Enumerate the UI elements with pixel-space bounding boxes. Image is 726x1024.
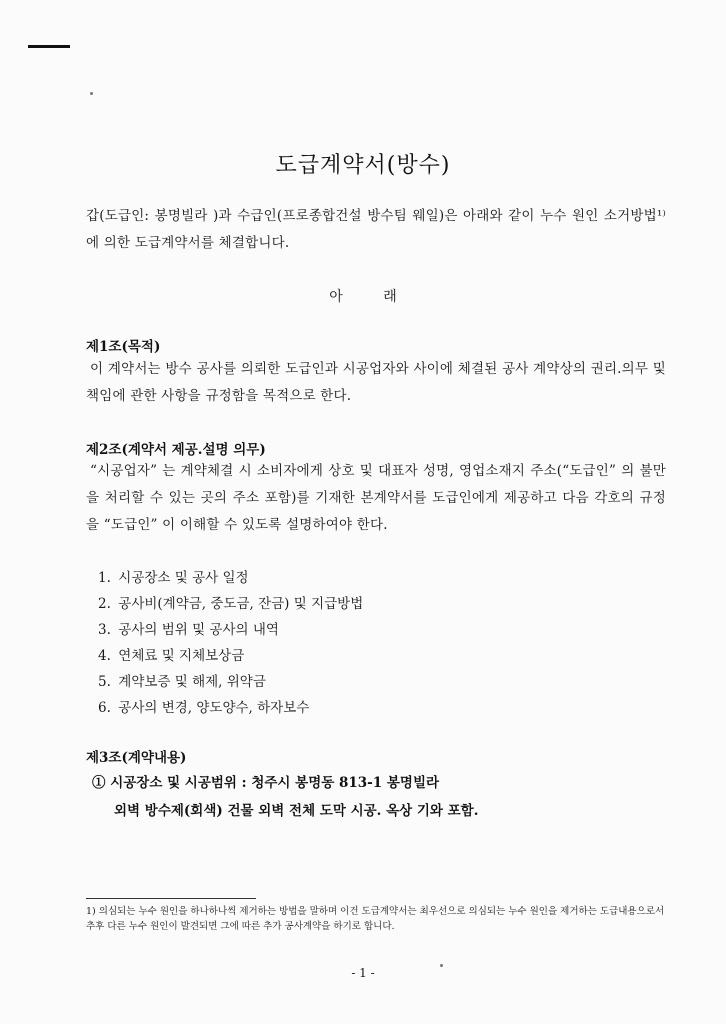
article-3-line-1: ① 시공장소 및 시공범위 : 청주시 봉명동 813-1 봉명빌라: [92, 775, 440, 791]
article-3-line-2: 외벽 방수제(회색) 건물 외벽 전체 도막 시공. 옥상 기와 포함.: [114, 803, 479, 819]
intro-paragraph: 갑(도급인: 봉명빌라 )과 수급인(프로종합건설 방수팀 웨일)은 아래와 같이 누수 원인 소거방법¹⁾에 의한 도급계약서를 체결합니다.: [86, 208, 666, 251]
document-title: 도급계약서(방수): [275, 153, 451, 178]
footnote: 1) 의심되는 누수 원인을 하나하나씩 제거하는 방법을 말하며 이건 도급계약서는 최우선으로 의심되는 누수 원인을 제거하는 도급내용으로서 추후 다른 누수 원인이 발견되면 그에 따른 추가 공사계약을 하기로 합니다.: [86, 906, 665, 932]
center-label: 아 래: [329, 289, 415, 305]
article-1-body: 이 계약서는 방수 공사를 의뢰한 도급인과 시공업자와 사이에 체결된 공사 계약상의 권리.의무 및 책임에 관한 사항을 규정함을 목적으로 한다.: [86, 361, 666, 404]
list-item: 3. 공사의 범위 및 공사의 내역: [98, 622, 279, 638]
list-item: 5. 계약보증 및 해제, 위약금: [98, 674, 266, 690]
list-item: 6. 공사의 변경, 양도양수, 하자보수: [98, 700, 310, 716]
scan-mark: [28, 45, 70, 48]
list-item: 4. 연체료 및 지체보상금: [98, 648, 245, 664]
page-number: - 1 -: [351, 966, 375, 980]
article-2-body: “시공업자” 는 계약체결 시 소비자에게 상호 및 대표자 성명, 영업소재지 주소(“도급인” 의 불만을 처리할 수 있는 곳의 주소 포함)를 기재한 본계약서를 도급인에게 제공하고 다음 각호의 규정을 “도급인” 이 이해할 수 있도록 설명하여야 한다.: [86, 463, 666, 533]
list-item: 1. 시공장소 및 공사 일정: [98, 570, 249, 586]
scan-speck: [90, 92, 93, 95]
article-2-list: [98, 565, 363, 721]
article-3-heading: 제3조(계약내용): [86, 750, 187, 766]
article-1-heading: 제1조(목적): [86, 339, 161, 355]
footnote-rule: [86, 898, 256, 899]
article-2-heading: 제2조(계약서 제공.설명 의무): [86, 442, 266, 458]
list-item: 2. 공사비(계약금, 중도금, 잔금) 및 지급방법: [98, 596, 364, 612]
